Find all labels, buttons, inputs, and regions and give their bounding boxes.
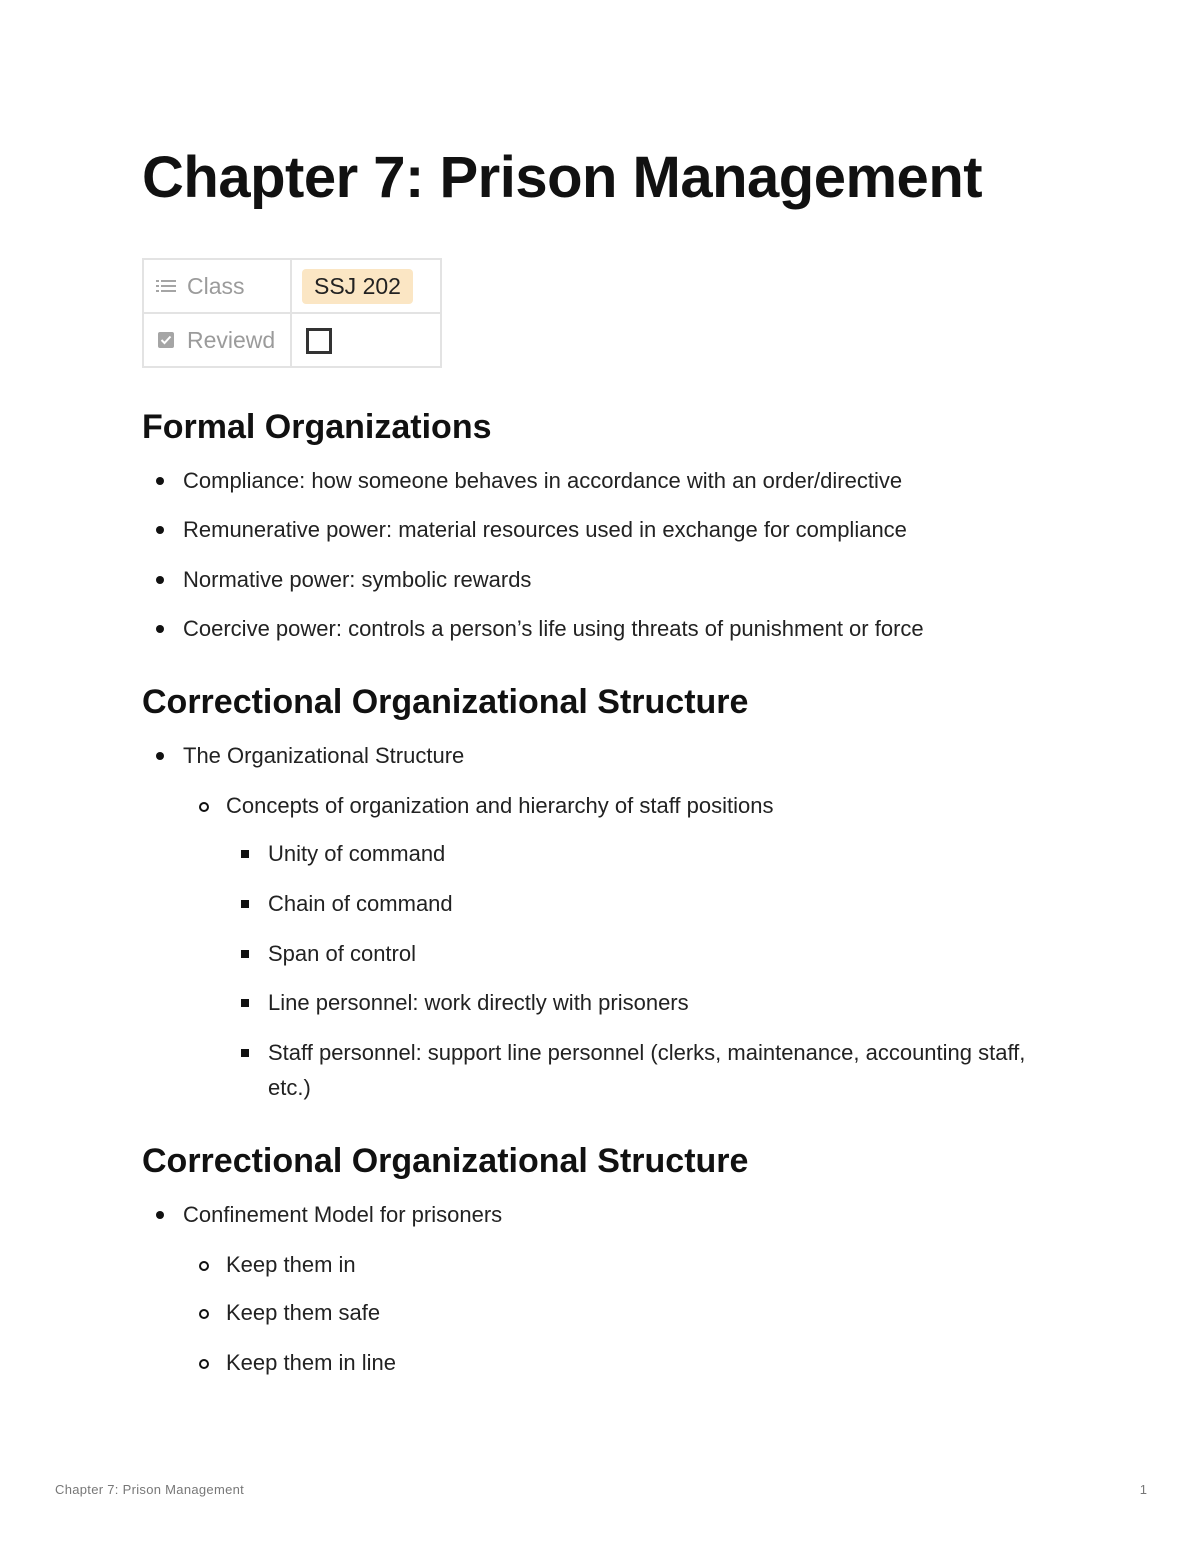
- list-item: Keep them safe: [226, 1300, 381, 1325]
- section-heading-formal-organizations: Formal Organizations: [142, 408, 492, 446]
- list-item: Compliance: how someone behaves in accordance with an order/directive: [183, 468, 903, 493]
- section-heading-correctional-structure: Correctional Organizational Structure: [142, 683, 749, 721]
- footer-title: Chapter 7: Prison Management: [55, 1482, 245, 1497]
- list-item: Keep them in line: [226, 1350, 396, 1375]
- list-item: Confinement Model for prisoners: [183, 1202, 503, 1227]
- bullet-disc-icon: [156, 1211, 164, 1219]
- bullet-circle-icon: [199, 1309, 209, 1319]
- bullet-circle-icon: [199, 1359, 209, 1369]
- bullet-disc-icon: [156, 477, 164, 485]
- bullet-disc-icon: [156, 625, 164, 633]
- list-item: Concepts of organization and hierarchy of staff positions: [226, 793, 774, 818]
- bullet-square-icon: [241, 999, 249, 1007]
- bullet-disc-icon: [156, 526, 164, 534]
- page-title: Chapter 7: Prison Management: [142, 145, 983, 210]
- list-item: Line personnel: work directly with prisoners: [268, 990, 689, 1015]
- class-tag[interactable]: SSJ 202: [302, 269, 413, 304]
- property-value-reviewed: [291, 313, 441, 367]
- bullet-square-icon: [241, 850, 249, 858]
- bullet-circle-icon: [199, 1261, 209, 1271]
- list-item: Keep them in: [226, 1252, 356, 1277]
- list-item: Normative power: symbolic rewards: [183, 567, 532, 592]
- bullet-square-icon: [241, 900, 249, 908]
- list-item: Unity of command: [268, 841, 446, 866]
- bullet-circle-icon: [199, 802, 209, 812]
- property-value-class[interactable]: [291, 259, 441, 313]
- list-item: Staff personnel: support line personnel (clerks, maintenance, accounting staff, etc.): [268, 1040, 1026, 1100]
- property-key-reviewed[interactable]: [143, 313, 291, 367]
- list-item: Remunerative power: material resources used in exchange for compliance: [183, 517, 907, 542]
- section-heading-correctional-structure-2: Correctional Organizational Structure: [142, 1142, 749, 1180]
- property-key-class[interactable]: [143, 259, 291, 313]
- list-item: Chain of command: [268, 891, 453, 916]
- checkbox-property-icon: [156, 331, 178, 349]
- list-item: The Organizational Structure: [183, 743, 465, 768]
- bullet-disc-icon: [156, 752, 164, 760]
- bullet-square-icon: [241, 1049, 249, 1057]
- property-label-class: Class: [187, 272, 245, 299]
- list-icon: [156, 278, 178, 294]
- reviewed-checkbox[interactable]: [306, 328, 332, 354]
- property-label-reviewed: Reviewd: [187, 326, 276, 353]
- page-number: 1: [1139, 1482, 1147, 1497]
- list-item: Coercive power: controls a person’s life using threats of punishment or force: [183, 616, 924, 641]
- properties-table: [142, 258, 442, 368]
- property-row-class: [143, 259, 441, 313]
- bullet-square-icon: [241, 950, 249, 958]
- bullet-disc-icon: [156, 576, 164, 584]
- list-item: Span of control: [268, 941, 416, 966]
- property-row-reviewed: [143, 313, 441, 367]
